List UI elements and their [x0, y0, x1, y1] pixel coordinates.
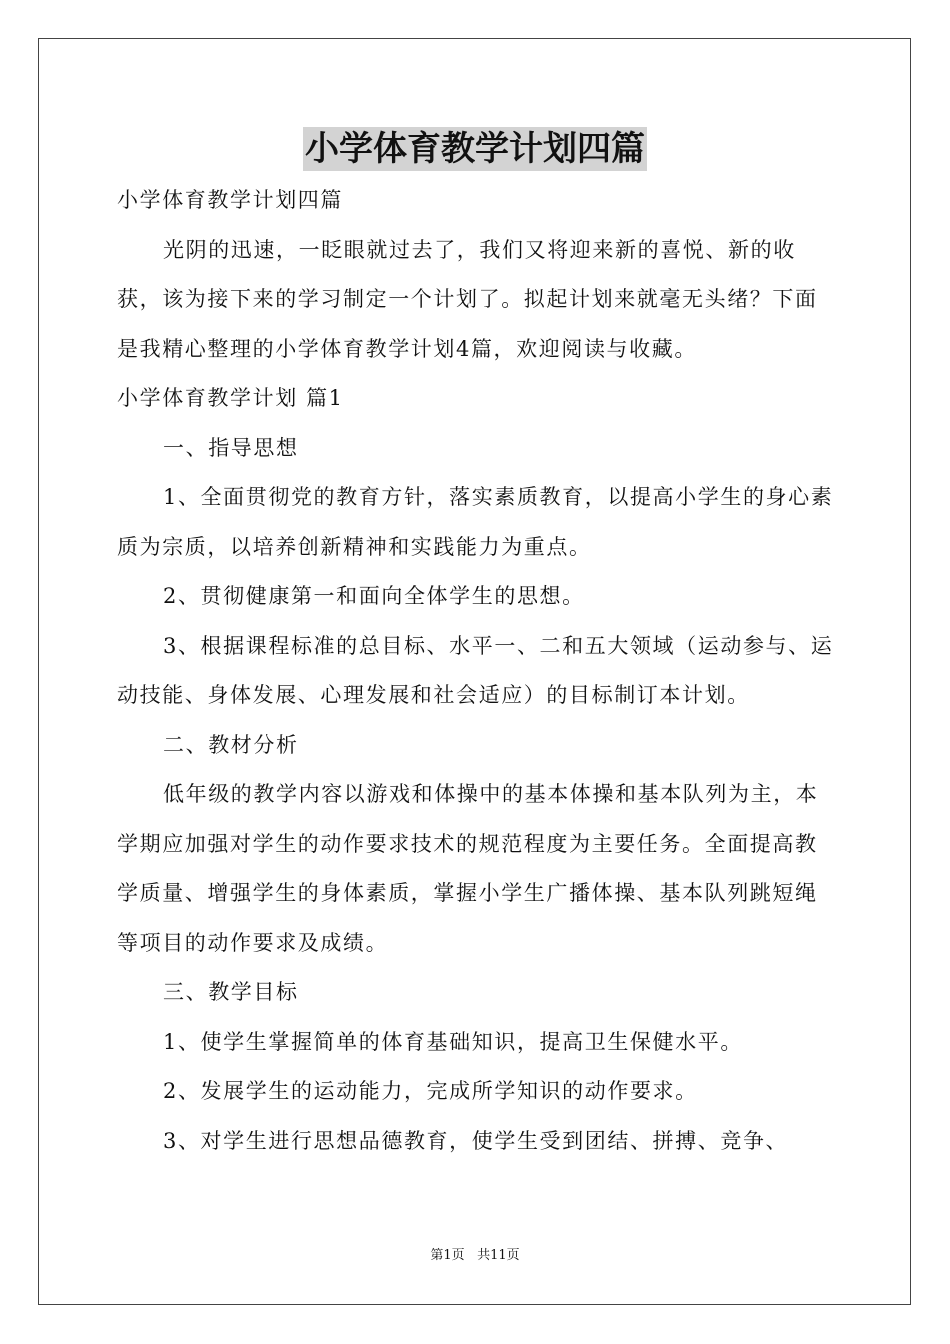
document-title: 小学体育教学计划四篇	[305, 129, 645, 169]
section-heading: 小学体育教学计划 篇1	[117, 386, 344, 410]
paragraph: 2、发展学生的运动能力，完成所学知识的动作要求。	[163, 1079, 698, 1103]
title-wrap	[0, 127, 950, 171]
paragraph: 1、使学生掌握简单的体育基础知识，提高卫生保健水平。	[163, 1029, 743, 1054]
subheading: 一、指导思想	[163, 435, 299, 460]
paragraph: 低年级的教学内容以游戏和体操中的基本体操和基本队列为主，本学期应加强对学生的动作要求技术的规范程度为主要任务。全面提高教学质量、增强学生的身体素质，掌握小学生广播体操、基本队列跳短绳等项目的动作要求及成绩。	[117, 782, 819, 955]
paragraph: 光阴的迅速，一眨眼就过去了，我们又将迎来新的喜悦、新的收获，该为接下来的学习制定一个计划了。拟起计划来就毫无头绪？下面是我精心整理的小学体育教学计划4篇，欢迎阅读与收藏。	[117, 237, 818, 361]
paragraph: 1、全面贯彻党的教育方针，落实素质教育，以提高小学生的身心素质为宗质，以培养创新精神和实践能力为重点。	[117, 485, 834, 559]
paragraph: 3、根据课程标准的总目标、水平一、二和五大领域（运动参与、运动技能、身体发展、心理发展和社会适应）的目标制订本计划。	[117, 633, 834, 707]
paragraph: 3、对学生进行思想品德教育，使学生受到团结、拼搏、竞争、	[163, 1128, 789, 1153]
paragraph: 2、贯彻健康第一和面向全体学生的思想。	[163, 584, 585, 608]
subheading: 三、教学目标	[163, 980, 299, 1004]
page-total: 共11页	[477, 1248, 520, 1263]
paragraph: 小学体育教学计划四篇	[117, 188, 343, 212]
document-body	[117, 176, 837, 1166]
footer-spacer	[465, 1248, 477, 1263]
subheading: 二、教材分析	[163, 732, 299, 757]
page-footer	[0, 1246, 950, 1266]
page-number: 第1页	[430, 1248, 465, 1263]
